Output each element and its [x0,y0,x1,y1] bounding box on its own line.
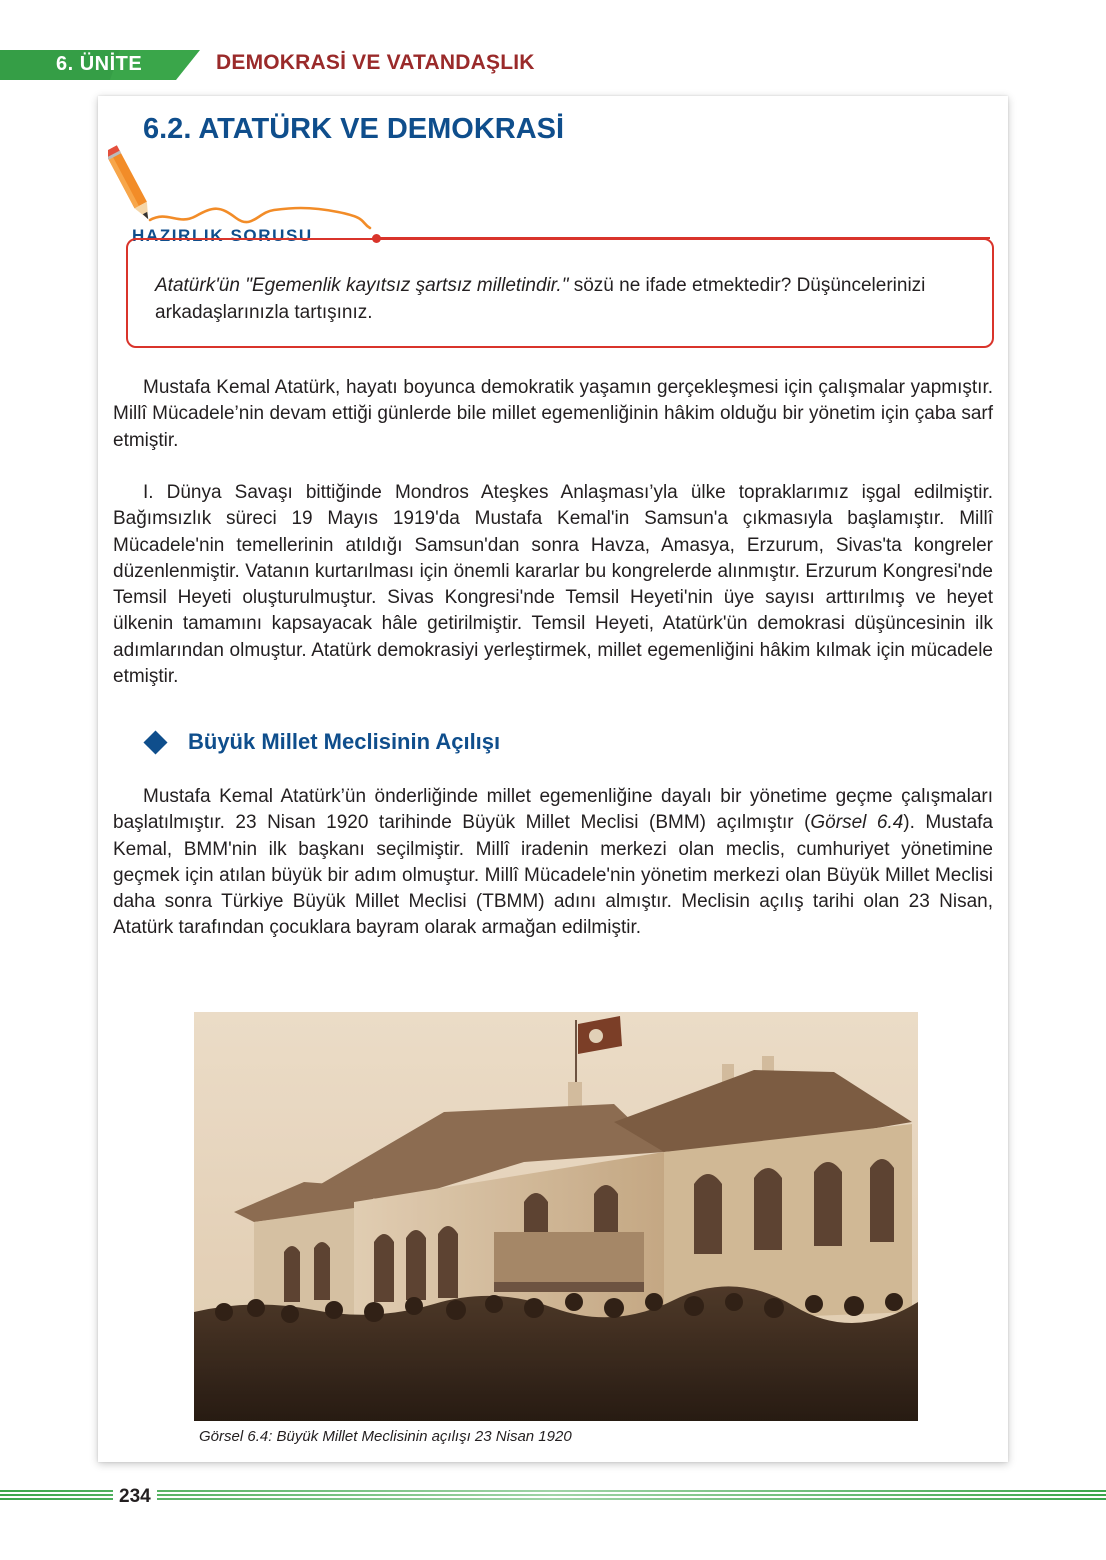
paragraph-2: I. Dünya Savaşı bittiğinde Mondros Ateşkes Anlaşması’yla ülke topraklarımız işgal edilmiştir. Bağımsızlık süreci 19 Mayıs 1919'da Mustafa Kemal'in Samsun'a çıkmasıyla başlamıştır. Millî Mücadele'nin temellerinin atıldığı Samsun'dan sonra Havza, Amasya, Erzurum, Sivas'ta kongreler düzenlenmiştir. Vatanın kurtarılması için önemli kararlar bu kongrelerde alınmıştır. Erzurum Kongresi'nde Temsil Heyeti oluşturulmuştur. Sivas Kongresi'nde Temsil Heyeti'nin üye sayısı arttırılmış ve heyet ülkenin tamamını kapsayacak hâle getirilmiştir. Temsil Heyeti, Atatürk'ün demokrasi düşüncesinin ilk adımlarından olmuştur. Atatürk demokrasiyi yerleştirmek, millet egemenliğini hâkim kılmak için mücadele etmiştir. [113,482,993,688]
prep-divider [378,237,990,239]
footer-stripes [0,1490,1106,1502]
diamond-bullet-icon [143,730,167,754]
paragraph-3-start: Mustafa Kemal Atatürk’ün önderliğinde millet egemenliğine dayalı bir yönetime geçme çalışmaları başlatılmıştır. 23 Nisan 1920 tarihinde Büyük Millet Meclisi (BMM) açılmıştır ( [113,786,993,834]
chapter-title: DEMOKRASİ VE VATANDAŞLIK [216,51,535,74]
figure-reference: Görsel 6.4 [810,812,904,834]
subsection-title: Büyük Millet Meclisinin Açılışı [188,729,501,754]
prep-question-rest: sözü ne ifade etmektedir? Düşüncelerinizi arkadaşlarınızla tartışınız. [155,275,926,323]
section-title: 6.2. ATATÜRK VE DEMOKRASİ [143,113,565,145]
prep-dot-icon [372,234,381,243]
paragraph-1: Mustafa Kemal Atatürk, hayatı boyunca demokratik yaşamın gerçekleşmesi için çalışmalar yapmıştır. Millî Mücadele’nin devam ettiği günlerde bile millet egemenliğinin hâkim olduğu bir yönetim için çaba sarf etmiştir. [113,377,993,451]
page-number: 234 [113,1486,157,1508]
parliament-photo [194,1012,918,1421]
unit-label: 6. ÜNİTE [56,53,143,75]
prep-label: HAZIRLIK SORUSU [132,226,313,245]
paragraph-3 [113,784,993,942]
pencil-icon [108,142,378,232]
prep-quote: Atatürk'ün "Egemenlik kayıtsız şartsız milletindir." [155,275,569,296]
prep-question [155,272,975,326]
paragraph-3-end: ). Mustafa Kemal, BMM'nin ilk başkanı seçilmiştir. Millî iradenin merkezi olan meclis, cumhuriyet yönetimine geçmek için atılan büyük bir adım olmuştur. Millî Mücadele'nin yönetim merkezi olan Büyük Millet Meclisi daha sonra Türkiye Büyük Millet Meclisi (TBMM) adını almıştır. Meclisin açılış tarihi olan 23 Nisan, Atatürk tarafından çocuklara bayram olarak armağan edilmiştir. [113,812,993,939]
subsection-heading [143,729,500,755]
figure-caption: Görsel 6.4: Büyük Millet Meclisinin açılışı 23 Nisan 1920 [199,1428,572,1445]
